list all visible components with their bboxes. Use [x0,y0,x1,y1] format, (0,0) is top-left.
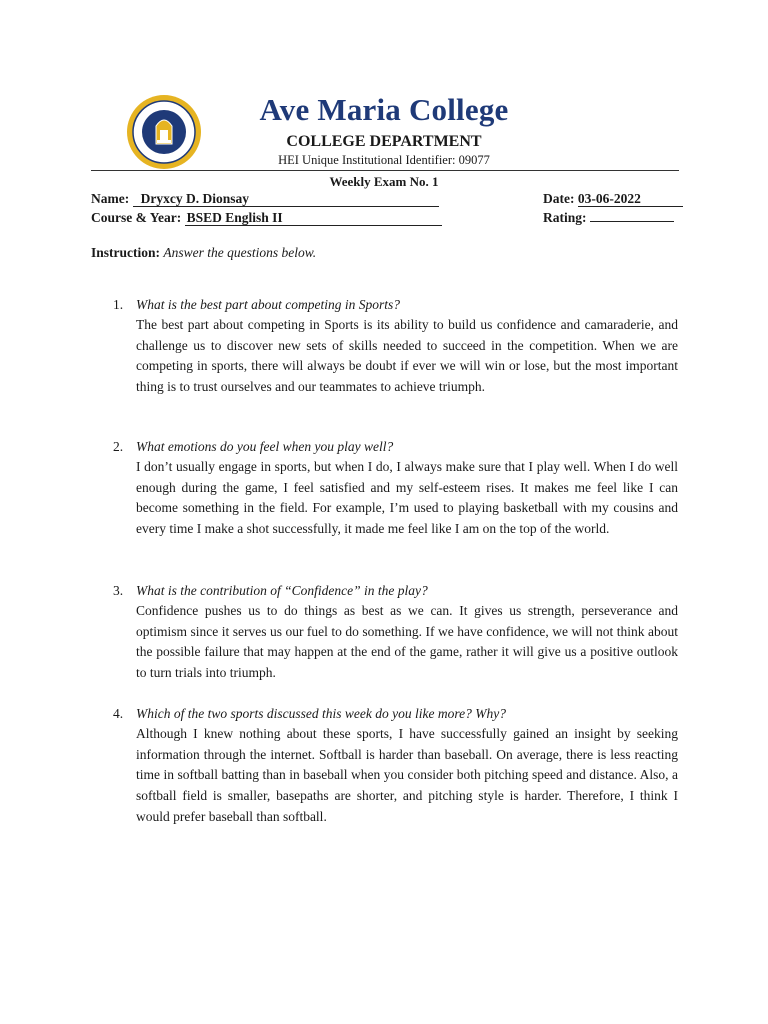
department-title: COLLEGE DEPARTMENT [286,133,482,150]
date-value: 03-06-2022 [578,192,683,207]
question-number: 4. [113,706,124,721]
name-label: Name: [91,191,130,206]
question-item [113,436,678,540]
course-value: BSED English II [185,211,442,226]
exam-title: Weekly Exam No. 1 [329,174,439,189]
instruction-label: Instruction: [91,245,161,260]
question-text: What is the contribution of “Confidence” in the play? [136,583,428,598]
rating-value [590,221,674,222]
answer-text: The best part about competing in Sports is its ability to build us confidence and camaraderie, and challenge us to discover new sets of skills needed to succeed in the competition. When we are competing in sports, there will always be doubt if ever we will win or lose, but the most important thing is to trust ourselves and our teammates to achieve triumph. [136,317,678,395]
name-row [91,191,439,207]
rating-label: Rating: [543,210,587,225]
college-name: Ave Maria College [259,92,509,127]
question-item [113,580,678,684]
question-text: What emotions do you feel when you play well? [136,439,394,454]
answer-text: I don’t usually engage in sports, but when I do, I always make sure that I play well. When I do well enough during the game, I feel satisfied and my self-esteem rises. It makes me feel like I can become something in the field. For example, I’m used to playing basketball with my cousins and every time I make a shot successfully, it made me feel like I am on the top of the world. [136,459,678,537]
college-seal-icon [126,94,202,170]
rating-row [543,210,674,226]
institution-identifier: HEI Unique Institutional Identifier: 09077 [278,153,490,167]
question-number: 1. [113,297,124,312]
header-divider [91,170,679,171]
date-row [543,191,683,207]
question-number: 3. [113,583,124,598]
instruction-text: Answer the questions below. [163,245,317,260]
answer-text: Although I knew nothing about these sports, I have successfully gained an insight by seeking information through the internet. Softball is harder than baseball. On average, there is less reacting time in softball batting than in baseball when you consider both pitching speed and distance. Also, a softball field is smaller, basepaths are shorter, and pitching style is harder. Therefore, I think I would prefer baseball than softball. [136,726,678,824]
question-item [113,294,678,398]
question-text: What is the best part about competing in Sports? [136,297,400,312]
instruction [91,245,316,261]
name-value: Dryxcy D. Dionsay [133,192,439,207]
date-label: Date: [543,191,575,206]
course-row [91,210,442,226]
question-item [113,703,678,828]
question-text: Which of the two sports discussed this week do you like more? Why? [136,706,506,721]
course-label: Course & Year: [91,210,182,225]
question-number: 2. [113,439,124,454]
answer-text: Confidence pushes us to do things as best as we can. It gives us strength, perseverance and optimism since it serves us our fuel to do something. If we have confidence, we will not think about the possible failure that may happen at the end of the game, rather it will give us a positive outlook to turn trials into triumph. [136,603,678,681]
